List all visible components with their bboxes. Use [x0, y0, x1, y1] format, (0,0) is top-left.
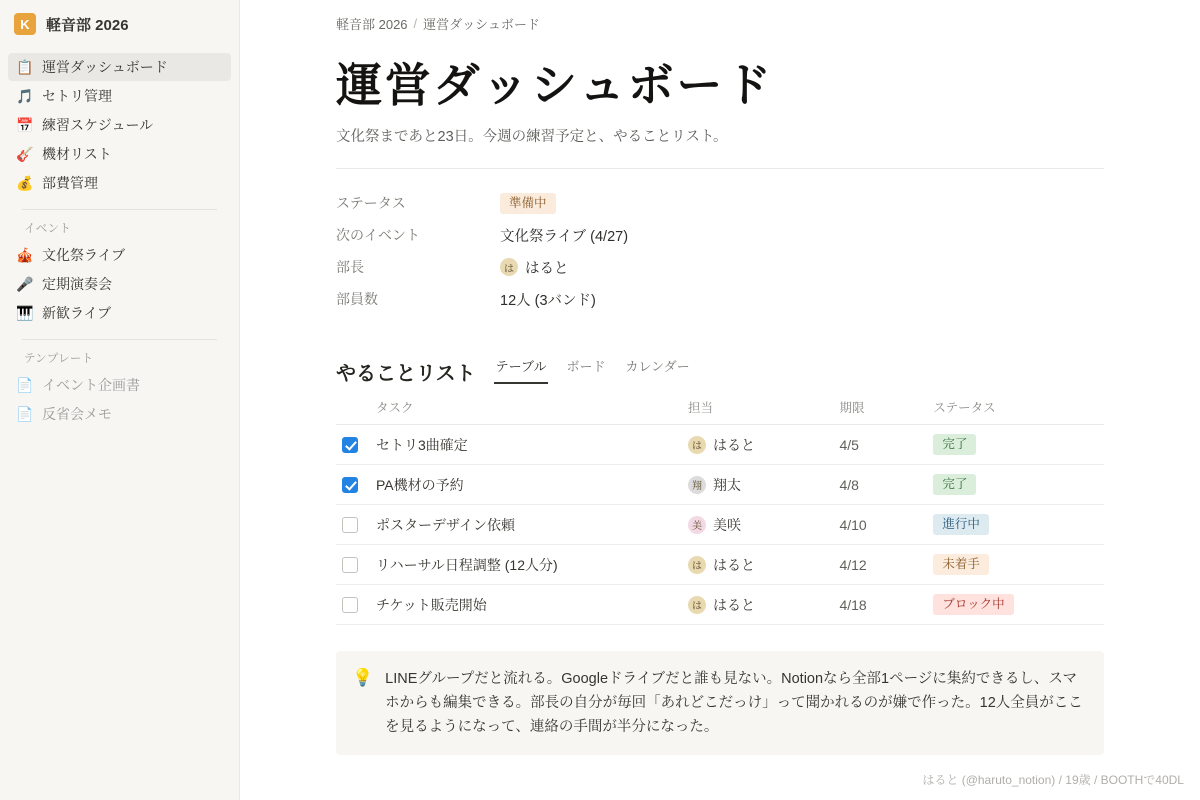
piano-icon: 🎹: [16, 305, 34, 321]
cell-status[interactable]: [933, 465, 1104, 505]
avatar: 美: [688, 516, 706, 534]
money-bag-icon: 💰: [16, 175, 34, 191]
sidebar-item-label: 練習スケジュール: [42, 117, 154, 133]
page-subtitle: 文化祭まであと23日。今週の練習予定と、やることリスト。: [336, 129, 728, 145]
sidebar-item-hansei-memo[interactable]: [8, 400, 231, 428]
cell-due[interactable]: 4/18: [839, 585, 933, 625]
todo-title: やることリスト: [336, 363, 476, 385]
column-header-task[interactable]: タスク: [336, 398, 688, 425]
cell-status[interactable]: [933, 505, 1104, 545]
avatar: は: [688, 596, 706, 614]
task-title: PA機材の予約: [376, 476, 464, 493]
sidebar-section-templates: テンプレート: [24, 353, 94, 365]
document-icon: 📄: [16, 377, 34, 393]
sidebar-item-label: 部費管理: [42, 175, 98, 191]
cell-due[interactable]: 4/8: [839, 465, 933, 505]
status-badge: 完了: [933, 474, 976, 495]
property-value[interactable]: [500, 193, 556, 214]
property-value[interactable]: [500, 257, 569, 278]
checkbox-icon[interactable]: [342, 597, 358, 613]
cell-task[interactable]: [336, 425, 688, 465]
sidebar-item-label: 文化祭ライブ: [42, 247, 126, 263]
breadcrumb-root[interactable]: 軽音部 2026: [336, 17, 408, 32]
cell-task[interactable]: [336, 465, 688, 505]
tab-calendar[interactable]: カレンダー: [625, 359, 690, 374]
person-name: はると: [525, 260, 569, 277]
sidebar-item-budget[interactable]: [8, 169, 231, 197]
sidebar: [0, 0, 240, 800]
status-badge: 準備中: [500, 193, 556, 214]
sidebar-divider-2: [22, 339, 217, 340]
avatar: は: [688, 556, 706, 574]
workspace-name: 軽音部 2026: [46, 16, 129, 34]
table-row[interactable]: [336, 585, 1104, 625]
sidebar-item-label: 新歓ライブ: [42, 305, 112, 321]
property-row-next-event: [336, 219, 1106, 251]
property-row-leader: [336, 251, 1106, 283]
todo-table: [336, 398, 1104, 625]
callout-block: [336, 651, 1104, 755]
cell-owner[interactable]: [688, 585, 839, 625]
sidebar-item-schedule[interactable]: [8, 111, 231, 139]
tab-table[interactable]: テーブル: [494, 353, 549, 384]
avatar: は: [688, 436, 706, 454]
cell-due[interactable]: 4/5: [839, 425, 933, 465]
cell-status[interactable]: [933, 585, 1104, 625]
page-title: 運営ダッシュボード: [336, 60, 774, 111]
callout-text: LINEグループだと流れる。Googleドライブだと誰も見ない。Notionなら全部1ページに集約できるし、スマホからも編集できる。部長の自分が毎回「あれどこだっけ」って聞かれるのが嫌で作った。12人全員がここを見るようになって、連絡の手間が半分になった。: [385, 671, 1083, 735]
cell-owner[interactable]: [688, 425, 839, 465]
task-title: チケット販売開始: [376, 596, 487, 613]
column-header-owner[interactable]: 担当: [688, 398, 839, 425]
checkbox-icon[interactable]: [342, 517, 358, 533]
breadcrumb: [240, 0, 1200, 33]
table-row[interactable]: [336, 425, 1104, 465]
cell-task[interactable]: [336, 585, 688, 625]
main-content: [240, 0, 1200, 800]
cell-due[interactable]: 4/10: [839, 505, 933, 545]
cell-task[interactable]: [336, 545, 688, 585]
property-row-member-count: [336, 283, 1106, 315]
footer-note: はると (@haruto_notion) / 19歳 / BOOTHで40DL: [922, 773, 1184, 787]
sidebar-item-label: イベント企画書: [42, 377, 140, 393]
task-title: ポスターデザイン依頼: [376, 516, 516, 533]
guitar-icon: 🎸: [16, 146, 34, 162]
status-badge: ブロック中: [933, 594, 1013, 615]
tab-board[interactable]: ボード: [566, 359, 606, 374]
table-row[interactable]: [336, 505, 1104, 545]
owner-name: 美咲: [713, 516, 741, 533]
microphone-icon: 🎤: [16, 276, 34, 292]
owner-name: はると: [713, 556, 755, 573]
music-note-icon: 🎵: [16, 88, 34, 104]
owner-name: はると: [713, 596, 755, 613]
sidebar-nav: [0, 48, 239, 428]
property-key: 次のイベント: [336, 227, 420, 243]
sidebar-item-label: 反省会メモ: [42, 406, 112, 422]
breadcrumb-separator: /: [413, 16, 418, 31]
owner-name: 翔太: [713, 476, 741, 493]
circus-tent-icon: 🎪: [16, 247, 34, 263]
status-badge: 進行中: [933, 514, 989, 535]
lightbulb-icon: 💡: [352, 668, 374, 687]
page-properties: [336, 187, 1106, 315]
checkbox-icon[interactable]: [342, 477, 358, 493]
document-icon: 📄: [16, 406, 34, 422]
sidebar-item-bunkasai[interactable]: [8, 241, 231, 269]
sidebar-divider-1: [22, 209, 217, 210]
view-tabs: [494, 353, 692, 386]
sidebar-item-teiki[interactable]: [8, 270, 231, 298]
cell-due[interactable]: 4/12: [839, 545, 933, 585]
table-row[interactable]: [336, 465, 1104, 505]
todo-header: [336, 353, 1200, 386]
cell-status[interactable]: [933, 425, 1104, 465]
table-header-row: [336, 398, 1104, 425]
workspace-logo: K: [14, 13, 36, 35]
cell-status[interactable]: [933, 545, 1104, 585]
avatar: は: [500, 258, 518, 276]
cell-task[interactable]: [336, 505, 688, 545]
status-badge: 未着手: [933, 554, 989, 575]
header-divider: [336, 168, 1104, 169]
property-key: 部長: [336, 259, 364, 275]
sidebar-item-gear[interactable]: [8, 140, 231, 168]
column-header-status[interactable]: ステータス: [933, 398, 1104, 425]
task-title: リハーサル日程調整 (12人分): [376, 556, 558, 573]
property-key: 部員数: [336, 291, 378, 307]
task-title: セトリ3曲確定: [376, 436, 468, 453]
property-value[interactable]: 文化祭ライブ (4/27): [500, 228, 629, 245]
cell-owner[interactable]: [688, 505, 839, 545]
property-key: ステータス: [336, 195, 406, 211]
cell-owner[interactable]: [688, 465, 839, 505]
workspace-header[interactable]: [0, 0, 239, 48]
avatar: 翔: [688, 476, 706, 494]
property-row-status: [336, 187, 1106, 219]
sidebar-item-dashboard[interactable]: [8, 53, 231, 81]
cell-owner[interactable]: [688, 545, 839, 585]
clipboard-icon: 📋: [16, 59, 34, 75]
sidebar-section-events: イベント: [24, 223, 71, 235]
calendar-icon: 📅: [16, 117, 34, 133]
table-header: [336, 398, 1104, 425]
table-body: [336, 425, 1104, 625]
sidebar-item-label: 定期演奏会: [42, 276, 112, 292]
sidebar-item-label: 運営ダッシュボード: [42, 59, 168, 75]
checkbox-icon[interactable]: [342, 437, 358, 453]
table-row[interactable]: [336, 545, 1104, 585]
property-value[interactable]: 12人 (3バンド): [500, 292, 596, 309]
checkbox-icon[interactable]: [342, 557, 358, 573]
status-badge: 完了: [933, 434, 976, 455]
owner-name: はると: [713, 436, 755, 453]
sidebar-item-label: セトリ管理: [42, 88, 112, 104]
sidebar-item-shinkan[interactable]: [8, 299, 231, 327]
breadcrumb-current[interactable]: 運営ダッシュボード: [423, 17, 540, 32]
sidebar-item-label: 機材リスト: [42, 146, 112, 162]
sidebar-item-event-plan[interactable]: [8, 371, 231, 399]
column-header-due[interactable]: 期限: [839, 398, 933, 425]
sidebar-item-setlist[interactable]: [8, 82, 231, 110]
